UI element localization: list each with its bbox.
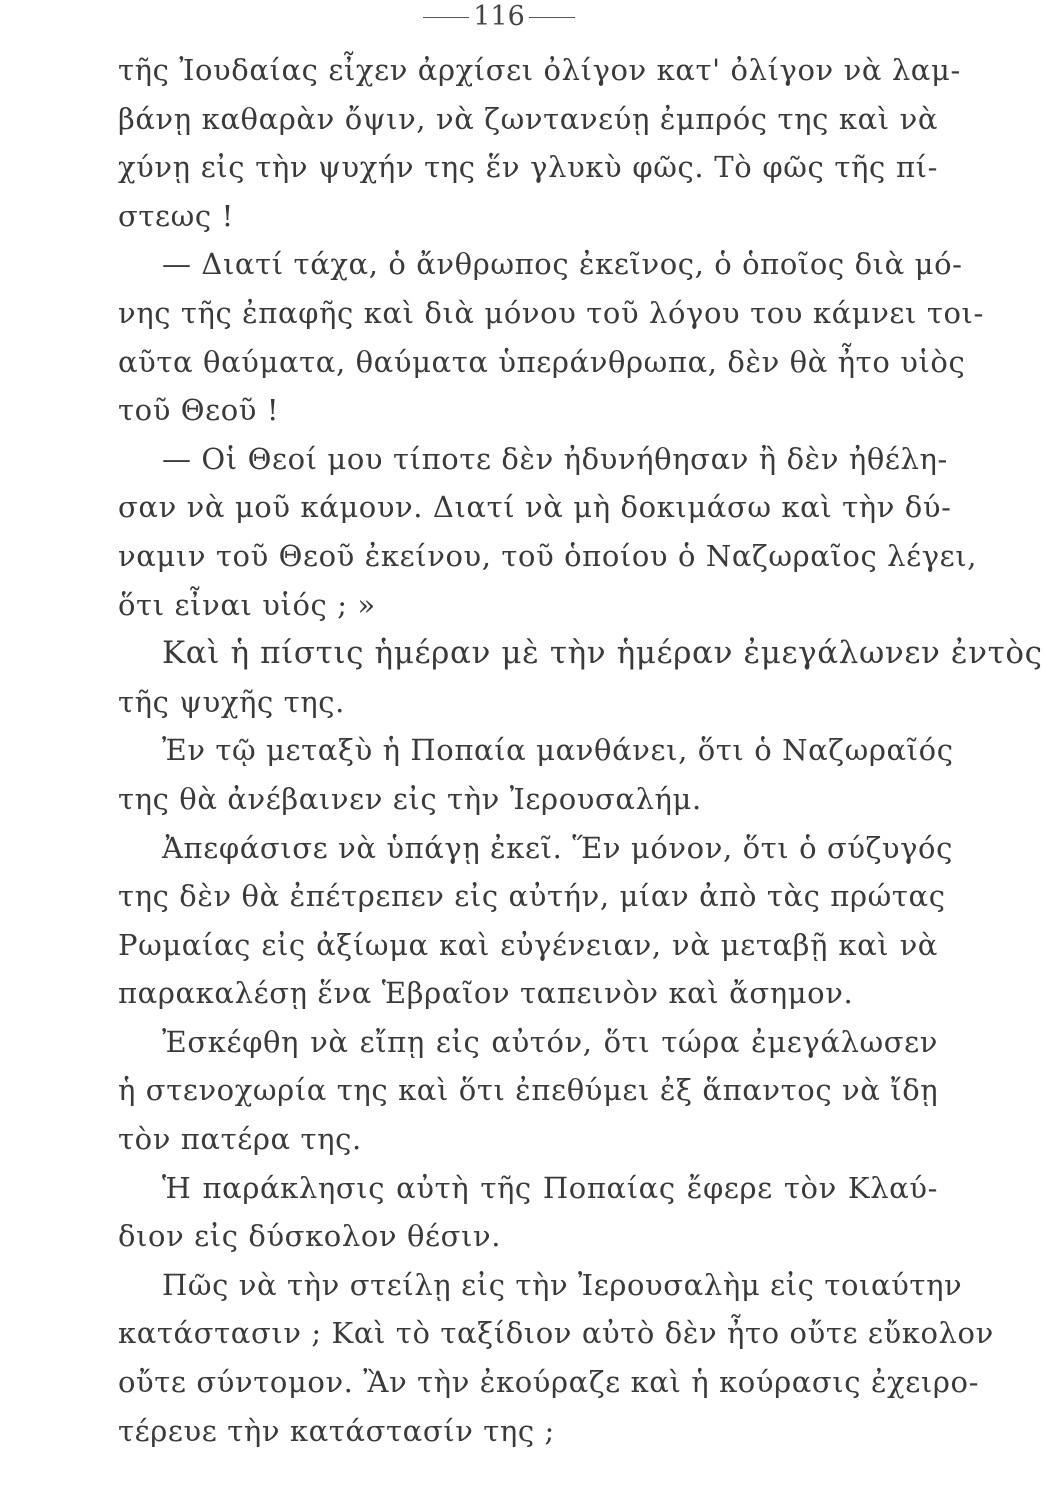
page-number	[0, 0, 998, 34]
text-line: τέρευε τὴν κατάστασίν της ;	[118, 1413, 555, 1448]
right-dash	[529, 17, 575, 18]
text-line: παρακαλέσῃ ἕνα Ἑβραῖον ταπεινὸν καὶ ἄσημον.	[118, 976, 854, 1011]
body-text	[118, 46, 1043, 1455]
text-line: Καὶ ἡ πίστις ἡμέραν μὲ τὴν ἡμέραν ἐμεγάλωνεν ἐντὸς	[162, 635, 1043, 672]
text-line: βάνῃ καθαρὰν ὄψιν, νὰ ζωντανεύῃ ἐμπρός της καὶ νὰ	[118, 101, 938, 136]
text-line: Ἐν τῷ μεταξὺ ἡ Ποπαία μανθάνει, ὅτι ὁ Ναζωραῖός	[162, 733, 954, 768]
text-line: τῆς Ἰουδαίας εἶχεν ἀρχίσει ὀλίγον κατ' ὀλίγον νὰ λαμ-	[118, 53, 961, 87]
text-line: Ἀπεφάσισε νὰ ὑπάγῃ ἐκεῖ. Ἕν μόνον, ὅτι ὁ σύζυγός	[162, 830, 953, 865]
text-line: Ἐσκέφθη νὰ εἴπῃ εἰς αὐτόν, ὅτι τώρα ἐμεγάλωσεν	[162, 1024, 938, 1059]
left-dash	[423, 17, 469, 18]
text-line: — Οἱ Θεοί μου τίποτε δὲν ἠδυνήθησαν ἢ δὲν ἠθέλη-	[162, 441, 948, 476]
text-line: κατάστασιν ; Καὶ τὸ ταξίδιον αὐτὸ δὲν ἦτο οὔτε εὔκολον	[118, 1316, 994, 1351]
text-line: νης τῆς ἐπαφῆς καὶ διὰ μόνου τοῦ λόγου του κάμνει τοι-	[118, 295, 984, 330]
text-line: σαν νὰ μοῦ κάμουν. Διατί νὰ μὴ δοκιμάσω καὶ τὴν δύ-	[118, 490, 952, 525]
text-line: Πῶς νὰ τὴν στείλῃ εἰς τὴν Ἰερουσαλὴμ εἰς τοιαύτην	[162, 1267, 963, 1302]
text-line: χύνῃ εἰς τὴν ψυχήν της ἕν γλυκὺ φῶς. Τὸ φῶς τῆς πί-	[118, 150, 938, 185]
text-line: διον εἰς δύσκολον θέσιν.	[118, 1219, 502, 1254]
text-line: τῆς ψυχῆς της.	[118, 684, 345, 719]
page-number-text: 116	[473, 1, 525, 32]
text-line: ὅτι εἶναι υἱός ; »	[118, 587, 376, 622]
text-line: ναμιν τοῦ Θεοῦ ἐκείνου, τοῦ ὁποίου ὁ Ναζωραῖος λέγει,	[118, 538, 978, 573]
text-line: ἡ στενοχωρία της καὶ ὅτι ἐπεθύμει ἐξ ἅπαντος νὰ ἴδῃ	[118, 1073, 939, 1108]
text-line: — Διατί τάχα, ὁ ἄνθρωπος ἐκεῖνος, ὁ ὁποῖος διὰ μό-	[162, 247, 963, 282]
text-line: τοῦ Θεοῦ !	[118, 393, 280, 428]
text-line: αῦτα θαύματα, θαύματα ὑπεράνθρωπα, δὲν θὰ ἦτο υἱὸς	[118, 344, 966, 379]
text-line: Ἡ παράκλησις αὐτὴ τῆς Ποπαίας ἔφερε τὸν Κλαύ-	[162, 1170, 938, 1205]
text-line: τὸν πατέρα της.	[118, 1122, 362, 1157]
text-line: οὔτε σύντομον. Ἂν τὴν ἐκούραζε καὶ ἡ κούρασις ἐχειρο-	[118, 1365, 979, 1400]
text-line: της θὰ ἀνέβαινεν εἰς τὴν Ἰερουσαλήμ.	[118, 781, 702, 816]
text-line: Ρωμαίας εἰς ἀξίωμα καὶ εὐγένειαν, νὰ μεταβῇ καὶ νὰ	[118, 927, 938, 962]
text-line: στεως !	[118, 198, 234, 233]
text-line: της δὲν θὰ ἐπέτρεπεν εἰς αὐτήν, μίαν ἀπὸ τὰς πρώτας	[118, 879, 946, 914]
